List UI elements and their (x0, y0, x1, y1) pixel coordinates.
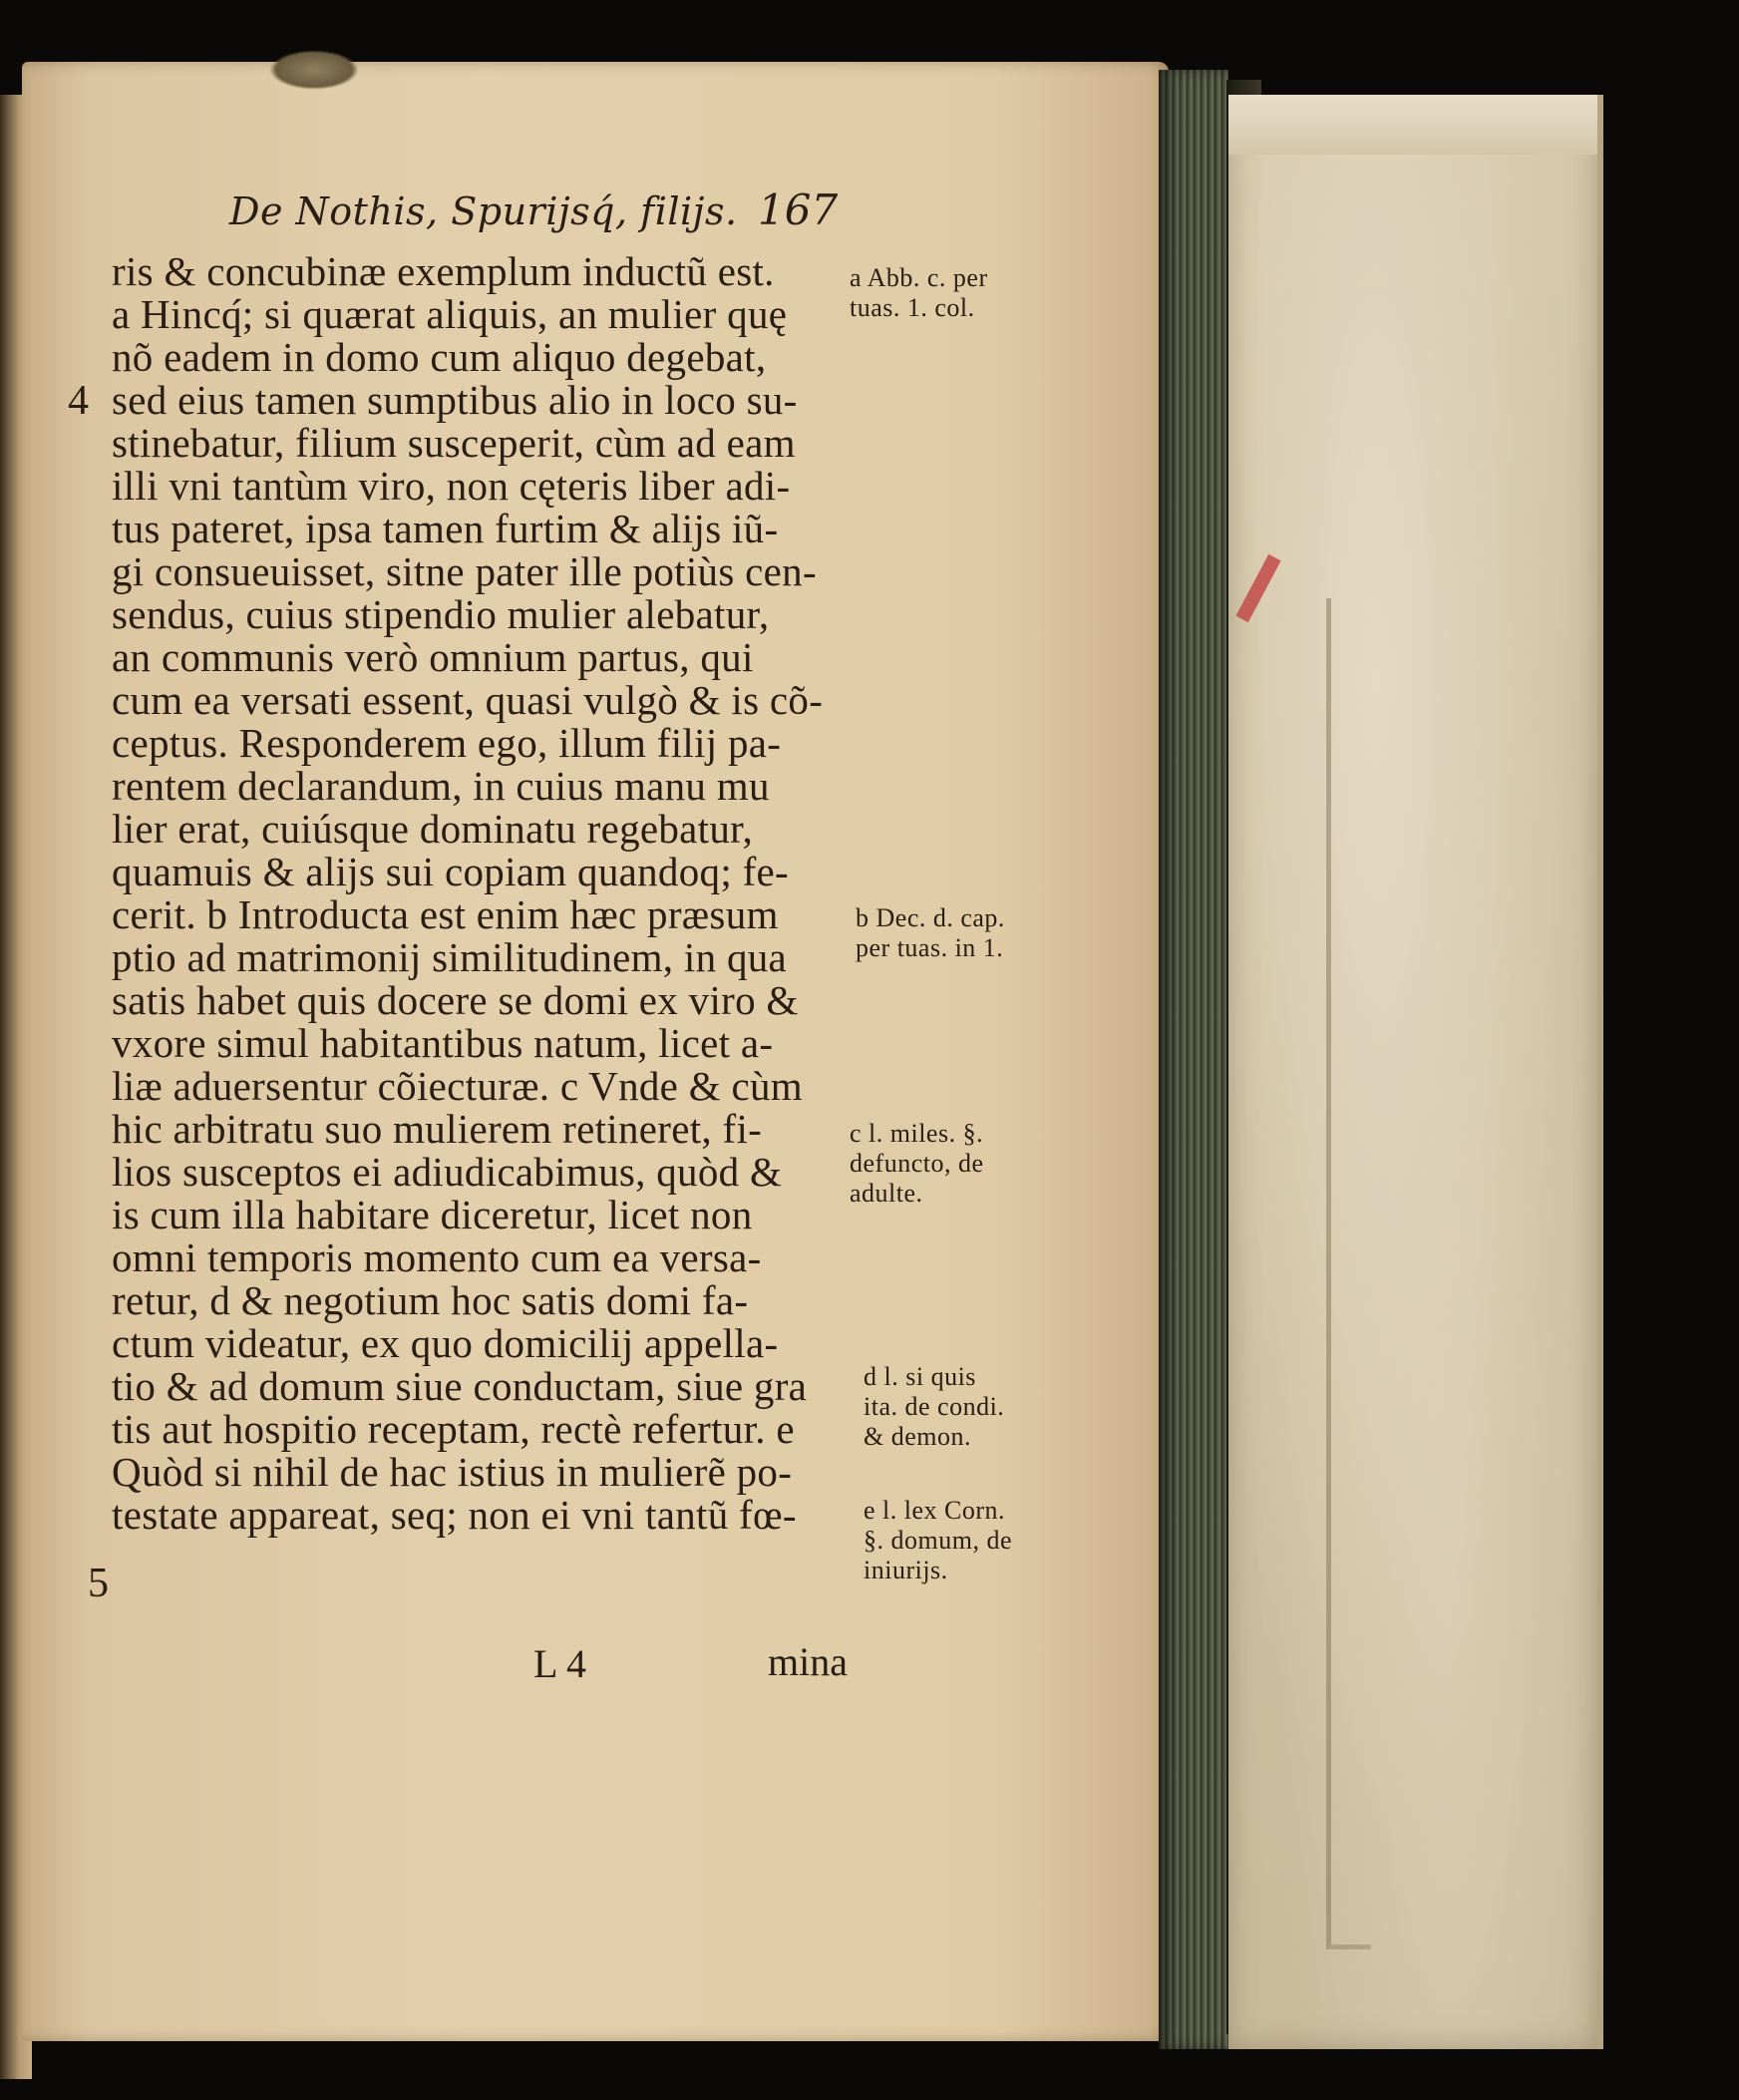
body-line: nõ eadem in domo cum aliquo degebat, (112, 334, 767, 380)
body-line: tis aut hospitio receptam, rectè refertur. e (112, 1406, 795, 1452)
body-line: a Hincq́; si quærat aliquis, an mulier quę (112, 291, 788, 337)
body-line: an communis verò omnium partus, qui (112, 634, 754, 680)
body-line: vxore simul habitantibus natum, licet a- (112, 1020, 774, 1066)
note-line: & demon. (864, 1422, 971, 1451)
note-line: tuas. 1. col. (850, 293, 975, 322)
body-line: ptio ad matrimonij similitudinem, in qua (112, 934, 788, 980)
signature-mark: L 4 (533, 1641, 586, 1686)
body-line: sendus, cuius stipendio mulier alebatur, (112, 591, 770, 637)
body-line: tio & ad domum siue conductam, siue gra (112, 1363, 808, 1409)
body-line: lier erat, cuiúsque dominatu regebatur, (112, 806, 754, 852)
body-line: ctum videatur, ex quo domicilij appella- (112, 1320, 779, 1366)
body-line: is cum illa habitare diceretur, licet non (112, 1192, 753, 1237)
body-line: satis habet quis docere se domi ex viro & (112, 977, 799, 1023)
binding-tie (269, 50, 359, 90)
body-line: tus pateret, ipsa tamen furtim & alijs iũ- (112, 506, 779, 551)
body-line: sed eius tamen sumptibus alio in loco su- (112, 377, 798, 423)
note-line: a Abb. c. per (850, 263, 988, 292)
body-line: lios susceptos ei adiudicabimus, quòd & (112, 1149, 783, 1195)
body-line: ris & concubinæ exemplum inductũ est. (112, 248, 775, 294)
note-line: §. domum, de (864, 1526, 1012, 1555)
page-number: 167 (758, 185, 839, 234)
body-line: quamuis & alijs sui copiam quandoq; fe- (112, 849, 789, 894)
body-line: illi vni tantùm viro, non cęteris liber adi- (112, 463, 791, 509)
cover-fold (1228, 95, 1597, 155)
vellum-cover (1228, 95, 1603, 2049)
section-number: 5 (88, 1561, 109, 1606)
section-number: 4 (68, 378, 89, 424)
body-line: liæ aduersentur cõiecturæ. c Vnde & cùm (112, 1063, 803, 1109)
body-line: omni temporis momento cum ea versa- (112, 1234, 762, 1280)
body-line: hic arbitratu suo mulierem retineret, fi- (112, 1106, 763, 1152)
body-line: retur, d & negotium hoc satis domi fa- (112, 1277, 749, 1323)
body-line: testate appareat, seq; non ei vni tantũ fœ- (112, 1492, 797, 1538)
marginal-note-d (864, 1362, 1004, 1452)
page-block-edge (1159, 70, 1228, 2049)
body-line: cum ea versati essent, quasi vulgò & is cõ- (112, 677, 824, 723)
body-line: stinebatur, filium susceperit, cùm ad eam (112, 420, 796, 466)
note-line: ita. de condi. (864, 1392, 1005, 1421)
note-line: iniurijs. (864, 1556, 948, 1584)
marginal-note-b (856, 903, 1005, 963)
note-line: c l. miles. §. (850, 1119, 984, 1148)
marginal-note-c (850, 1119, 984, 1209)
note-line: per tuas. in 1. (856, 933, 1004, 962)
cover-crease (1326, 598, 1371, 1949)
note-line: e l. lex Corn. (864, 1496, 1006, 1525)
body-line: cerit. b Introducta est enim hæc præsum (112, 891, 779, 937)
catchword: mina (768, 1639, 848, 1684)
running-head: De Nothis, Spurijsq́, filijs. (229, 189, 738, 233)
body-line: gi consueuisset, sitne pater ille potiùs cen- (112, 548, 817, 594)
body-line: rentem declarandum, in cuius manu mu (112, 763, 770, 809)
body-line: ceptus. Responderem ego, illum filij pa- (112, 720, 782, 766)
marginal-note-e (864, 1496, 1012, 1585)
note-line: d l. si quis (864, 1362, 976, 1391)
body-line: Quòd si nihil de hac istius in mulierẽ po- (112, 1449, 793, 1495)
note-line: adulte. (850, 1179, 923, 1208)
note-line: defuncto, de (850, 1149, 984, 1178)
marginal-note-a (850, 263, 988, 323)
note-line: b Dec. d. cap. (856, 903, 1005, 932)
